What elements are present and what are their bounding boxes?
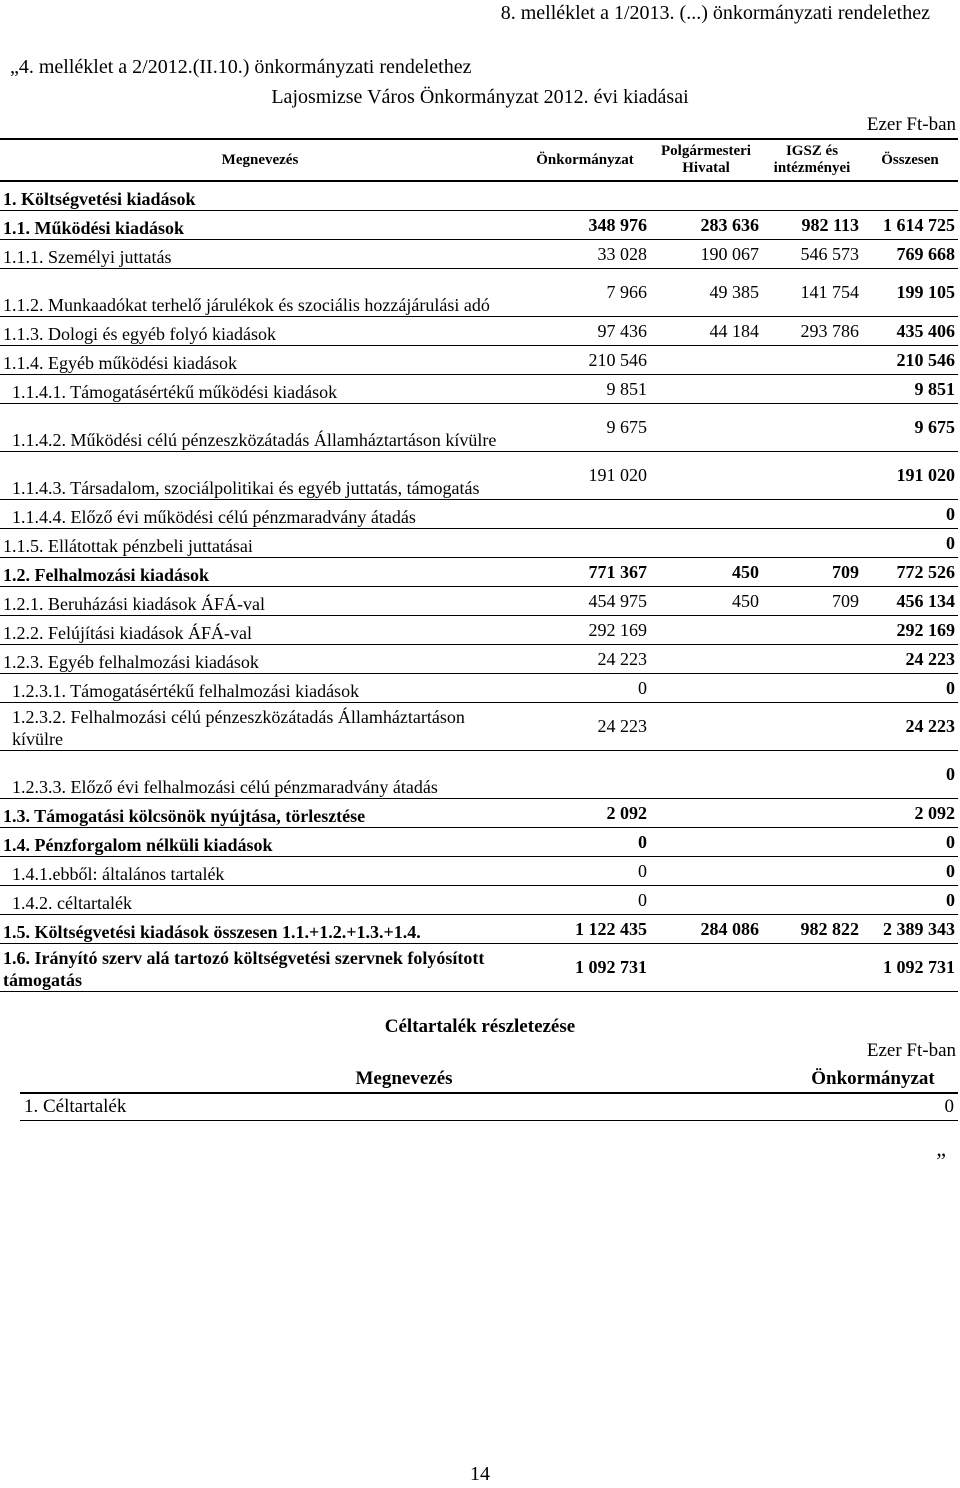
cell-mayors-office: 450 — [650, 586, 762, 615]
row-label: 1.1.5. Ellátottak pénzbeli juttatásai — [0, 528, 520, 557]
cell-total: 1 092 731 — [862, 943, 958, 991]
cell-institutions — [762, 827, 862, 856]
cell-mayors-office — [650, 374, 762, 403]
table-row — [0, 316, 958, 345]
table-row — [0, 528, 958, 557]
cell-mayors-office: 49 385 — [650, 268, 762, 316]
cell-municipality: 0 — [520, 827, 650, 856]
cell-total: 0 — [862, 528, 958, 557]
cell-total: 191 020 — [862, 451, 958, 499]
cell-total: 2 389 343 — [862, 914, 958, 943]
cell-municipality — [520, 528, 650, 557]
cell-municipality — [520, 750, 650, 798]
cell-mayors-office — [650, 528, 762, 557]
sub-row-label: 1. Céltartalék — [20, 1093, 788, 1121]
row-label: 1.2.3.3. Előző évi felhalmozási célú pénzmaradvány átadás — [0, 750, 520, 798]
cell-mayors-office — [650, 615, 762, 644]
cell-municipality: 9 675 — [520, 403, 650, 451]
cell-municipality — [520, 499, 650, 528]
table-row — [0, 557, 958, 586]
cell-mayors-office — [650, 827, 762, 856]
table-row — [0, 181, 958, 210]
table-row — [0, 403, 958, 451]
sub-unit-label: Ezer Ft-ban — [866, 1040, 956, 1061]
row-label: 1.1.4.3. Társadalom, szociálpolitikai és egyéb juttatás, támogatás — [0, 451, 520, 499]
sub-table-row — [20, 1093, 958, 1121]
cell-total: 0 — [862, 673, 958, 702]
cell-institutions: 709 — [762, 557, 862, 586]
cell-total: 2 092 — [862, 798, 958, 827]
table-row — [0, 856, 958, 885]
row-label: 1.2.3.2. Felhalmozási célú pénzeszközátadás Államháztartáson kívülre — [0, 702, 520, 750]
cell-institutions — [762, 499, 862, 528]
cell-total: 24 223 — [862, 644, 958, 673]
cell-total: 0 — [862, 750, 958, 798]
cell-total: 456 134 — [862, 586, 958, 615]
row-label: 1. Költségvetési kiadások — [0, 181, 520, 210]
cell-mayors-office — [650, 885, 762, 914]
cell-municipality: 7 966 — [520, 268, 650, 316]
cell-municipality: 24 223 — [520, 644, 650, 673]
cell-mayors-office: 284 086 — [650, 914, 762, 943]
row-label: 1.1.4.1. Támogatásértékű működési kiadások — [0, 374, 520, 403]
cell-mayors-office: 450 — [650, 557, 762, 586]
cell-municipality: 9 851 — [520, 374, 650, 403]
cell-municipality: 454 975 — [520, 586, 650, 615]
table-row — [0, 451, 958, 499]
cell-institutions — [762, 528, 862, 557]
cell-institutions — [762, 345, 862, 374]
cell-total — [862, 181, 958, 210]
cell-total: 0 — [862, 885, 958, 914]
row-label: 1.5. Költségvetési kiadások összesen 1.1.+1.2.+1.3.+1.4. — [0, 914, 520, 943]
column-header-name: Megnevezés — [0, 139, 520, 181]
table-row — [0, 615, 958, 644]
row-label: 1.2.3.1. Támogatásértékű felhalmozási kiadások — [0, 673, 520, 702]
cell-municipality: 0 — [520, 856, 650, 885]
cell-mayors-office — [650, 181, 762, 210]
table-row — [0, 750, 958, 798]
cell-institutions — [762, 885, 862, 914]
table-header-row — [0, 139, 958, 181]
cell-institutions: 982 113 — [762, 210, 862, 239]
cell-municipality: 292 169 — [520, 615, 650, 644]
cell-mayors-office — [650, 451, 762, 499]
cell-institutions: 982 822 — [762, 914, 862, 943]
sub-table-header-row — [20, 1066, 958, 1093]
cell-municipality: 1 092 731 — [520, 943, 650, 991]
cell-institutions — [762, 181, 862, 210]
cell-total: 24 223 — [862, 702, 958, 750]
reserve-table — [20, 1066, 958, 1121]
row-label: 1.2.1. Beruházási kiadások ÁFÁ-val — [0, 586, 520, 615]
table-row — [0, 345, 958, 374]
cell-municipality: 210 546 — [520, 345, 650, 374]
row-label: 1.1.4. Egyéb működési kiadások — [0, 345, 520, 374]
cell-institutions — [762, 943, 862, 991]
row-label: 1.2. Felhalmozási kiadások — [0, 557, 520, 586]
closing-quote-mark: ” — [936, 1148, 946, 1173]
cell-municipality: 97 436 — [520, 316, 650, 345]
cell-institutions — [762, 644, 862, 673]
table-row — [0, 586, 958, 615]
row-label: 1.3. Támogatási kölcsönök nyújtása, törlesztése — [0, 798, 520, 827]
page-number: 14 — [470, 1463, 490, 1485]
annex-reference-original: „4. melléklet a 2/2012.(II.10.) önkormányzati rendelethez — [10, 56, 472, 78]
row-label: 1.1. Működési kiadások — [0, 210, 520, 239]
table-row — [0, 885, 958, 914]
cell-total: 769 668 — [862, 239, 958, 268]
annex-reference-top: 8. melléklet a 1/2013. (...) önkormányzati rendelethez — [500, 2, 930, 24]
row-label: 1.2.3. Egyéb felhalmozási kiadások — [0, 644, 520, 673]
sub-column-header-name: Megnevezés — [20, 1066, 788, 1093]
table-row — [0, 702, 958, 750]
cell-institutions — [762, 451, 862, 499]
cell-municipality: 191 020 — [520, 451, 650, 499]
row-label: 1.6. Irányító szerv alá tartozó költségvetési szervnek folyósított támogatás — [0, 943, 520, 991]
cell-municipality: 771 367 — [520, 557, 650, 586]
cell-mayors-office — [650, 798, 762, 827]
cell-mayors-office — [650, 702, 762, 750]
cell-institutions — [762, 673, 862, 702]
row-label: 1.1.1. Személyi juttatás — [0, 239, 520, 268]
table-row — [0, 914, 958, 943]
cell-municipality: 24 223 — [520, 702, 650, 750]
cell-mayors-office — [650, 403, 762, 451]
cell-municipality: 0 — [520, 673, 650, 702]
cell-mayors-office — [650, 499, 762, 528]
cell-mayors-office — [650, 345, 762, 374]
table-row — [0, 644, 958, 673]
row-label: 1.1.4.2. Működési célú pénzeszközátadás Államháztartáson kívülre — [0, 403, 520, 451]
cell-municipality: 1 122 435 — [520, 914, 650, 943]
row-label: 1.1.3. Dologi és egyéb folyó kiadások — [0, 316, 520, 345]
sub-table-title: Céltartalék részletezése — [384, 1016, 576, 1037]
cell-institutions — [762, 798, 862, 827]
cell-municipality: 2 092 — [520, 798, 650, 827]
cell-total: 0 — [862, 499, 958, 528]
cell-institutions — [762, 750, 862, 798]
row-label: 1.4.1.ebből: általános tartalék — [0, 856, 520, 885]
row-label: 1.2.2. Felújítási kiadások ÁFÁ-val — [0, 615, 520, 644]
table-row — [0, 239, 958, 268]
table-row — [0, 374, 958, 403]
table-row — [0, 673, 958, 702]
column-header-mayors-office: Polgármesteri Hivatal — [650, 139, 762, 181]
cell-mayors-office — [650, 644, 762, 673]
cell-municipality — [520, 181, 650, 210]
cell-mayors-office: 44 184 — [650, 316, 762, 345]
cell-municipality: 348 976 — [520, 210, 650, 239]
cell-institutions: 546 573 — [762, 239, 862, 268]
row-label: 1.1.4.4. Előző évi működési célú pénzmaradvány átadás — [0, 499, 520, 528]
cell-total: 0 — [862, 827, 958, 856]
cell-institutions — [762, 403, 862, 451]
cell-total: 1 614 725 — [862, 210, 958, 239]
table-row — [0, 499, 958, 528]
table-row — [0, 268, 958, 316]
cell-institutions — [762, 856, 862, 885]
cell-total: 199 105 — [862, 268, 958, 316]
cell-total: 210 546 — [862, 345, 958, 374]
row-label: 1.4. Pénzforgalom nélküli kiadások — [0, 827, 520, 856]
cell-mayors-office — [650, 856, 762, 885]
cell-mayors-office: 190 067 — [650, 239, 762, 268]
cell-institutions — [762, 615, 862, 644]
cell-total: 9 675 — [862, 403, 958, 451]
cell-institutions — [762, 702, 862, 750]
expenditure-table — [0, 138, 958, 992]
unit-label: Ezer Ft-ban — [866, 114, 956, 135]
cell-mayors-office — [650, 943, 762, 991]
cell-municipality: 0 — [520, 885, 650, 914]
cell-institutions — [762, 374, 862, 403]
sub-column-header-value: Önkormányzat — [788, 1066, 958, 1093]
table-row — [0, 827, 958, 856]
table-row — [0, 210, 958, 239]
cell-mayors-office — [650, 750, 762, 798]
cell-total: 0 — [862, 856, 958, 885]
column-header-municipality: Önkormányzat — [520, 139, 650, 181]
column-header-institutions: IGSZ és intézményei — [762, 139, 862, 181]
cell-institutions: 141 754 — [762, 268, 862, 316]
cell-total: 435 406 — [862, 316, 958, 345]
cell-total: 9 851 — [862, 374, 958, 403]
cell-institutions: 709 — [762, 586, 862, 615]
cell-mayors-office: 283 636 — [650, 210, 762, 239]
table-row — [0, 798, 958, 827]
page-title: Lajosmizse Város Önkormányzat 2012. évi kiadásai — [271, 86, 689, 108]
row-label: 1.4.2. céltartalék — [0, 885, 520, 914]
cell-municipality: 33 028 — [520, 239, 650, 268]
cell-institutions: 293 786 — [762, 316, 862, 345]
table-row — [0, 943, 958, 991]
column-header-total: Összesen — [862, 139, 958, 181]
sub-row-value: 0 — [788, 1093, 958, 1121]
cell-mayors-office — [650, 673, 762, 702]
cell-total: 772 526 — [862, 557, 958, 586]
row-label: 1.1.2. Munkaadókat terhelő járulékok és szociális hozzájárulási adó — [0, 268, 520, 316]
cell-total: 292 169 — [862, 615, 958, 644]
